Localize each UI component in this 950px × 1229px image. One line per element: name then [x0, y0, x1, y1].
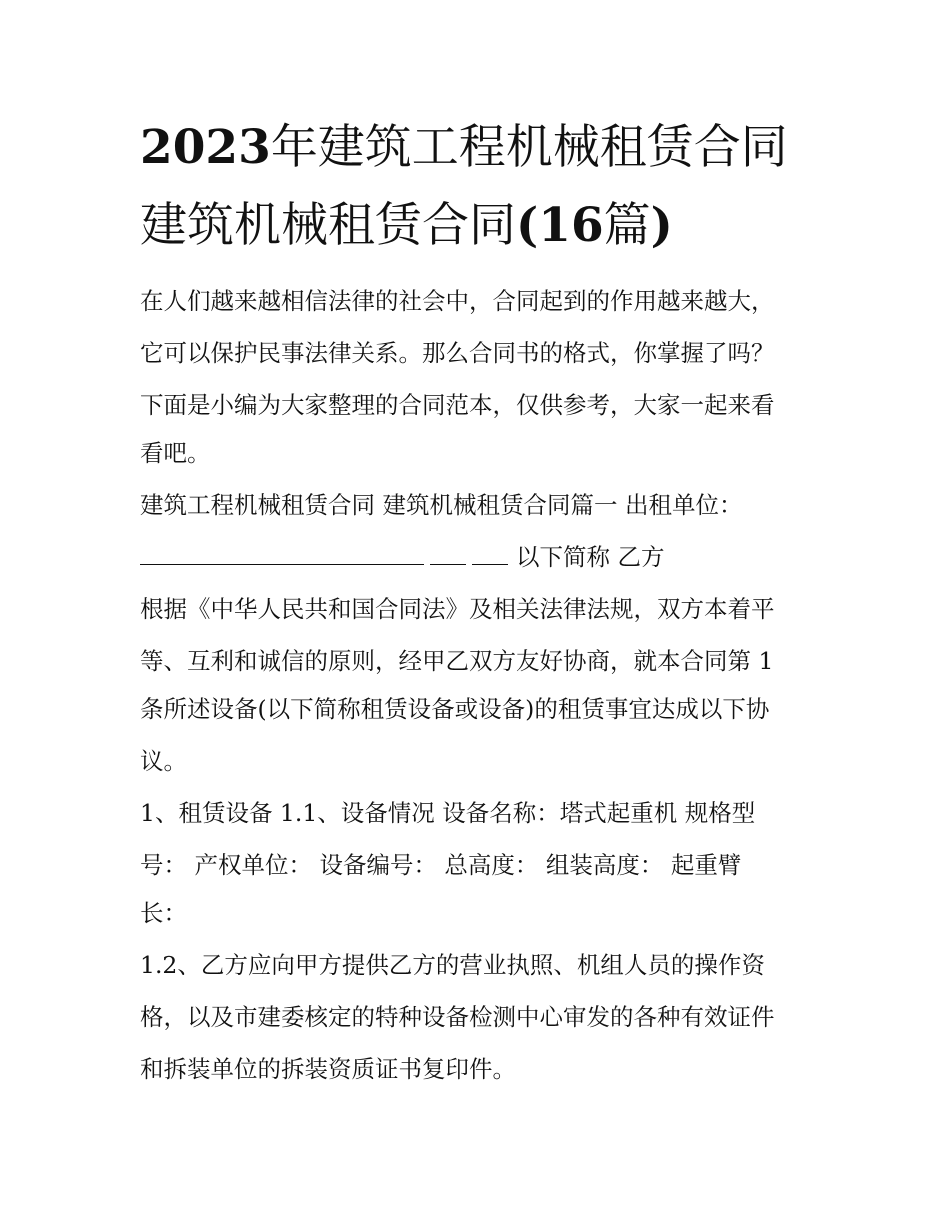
- body-line: 条所述设备(以下简称租赁设备或设备)的租赁事宜达成以下协: [140, 695, 770, 723]
- title-line-1-text: 年建筑工程机械租赁合同: [270, 120, 788, 175]
- document-title-line-2: [140, 198, 840, 254]
- body-line: 和拆装单位的拆装资质证书复印件。: [140, 1055, 516, 1083]
- body-line: 议。: [140, 747, 187, 775]
- body-line-text: 以下简称 乙方: [516, 543, 665, 571]
- body-line: 号： 产权单位： 设备编号： 总高度： 组装高度： 起重臂: [140, 851, 742, 879]
- fill-in-blank: [472, 542, 508, 565]
- body-line: 看吧。: [140, 439, 211, 467]
- body-line: 格，以及市建委核定的特种设备检测中心审发的各种有效证件: [140, 1003, 775, 1031]
- title-count-open: (16: [516, 198, 604, 253]
- body-line: 1.2、乙方应向甲方提供乙方的营业执照、机组人员的操作资: [140, 951, 765, 979]
- body-line: 等、互利和诚信的原则，经甲乙双方友好协商，就本合同第 1: [140, 647, 774, 675]
- title-count-close: ): [650, 198, 673, 253]
- document-title-line-1: [140, 120, 840, 176]
- fill-in-blank: [140, 542, 424, 565]
- fill-in-blank: [430, 542, 466, 565]
- title-line-2-text: 建筑机械租赁合同: [140, 198, 516, 253]
- body-line: 它可以保护民事法律关系。那么合同书的格式，你掌握了吗？: [140, 339, 775, 367]
- body-line: 长：: [140, 899, 187, 927]
- body-line: 1、租赁设备 1.1、设备情况 设备名称：塔式起重机 规格型: [140, 799, 756, 827]
- signature-blank-line: [140, 541, 820, 573]
- body-line: 下面是小编为大家整理的合同范本，仅供参考，大家一起来看: [140, 391, 775, 419]
- body-line: 根据《中华人民共和国合同法》及相关法律法规，双方本着平: [140, 595, 775, 623]
- body-line: 建筑工程机械租赁合同 建筑机械租赁合同篇一 出租单位：: [140, 491, 743, 519]
- title-count-unit: 篇: [603, 198, 651, 253]
- title-year: 2023: [140, 120, 271, 175]
- body-line: 在人们越来越相信法律的社会中，合同起到的作用越来越大，: [140, 287, 775, 315]
